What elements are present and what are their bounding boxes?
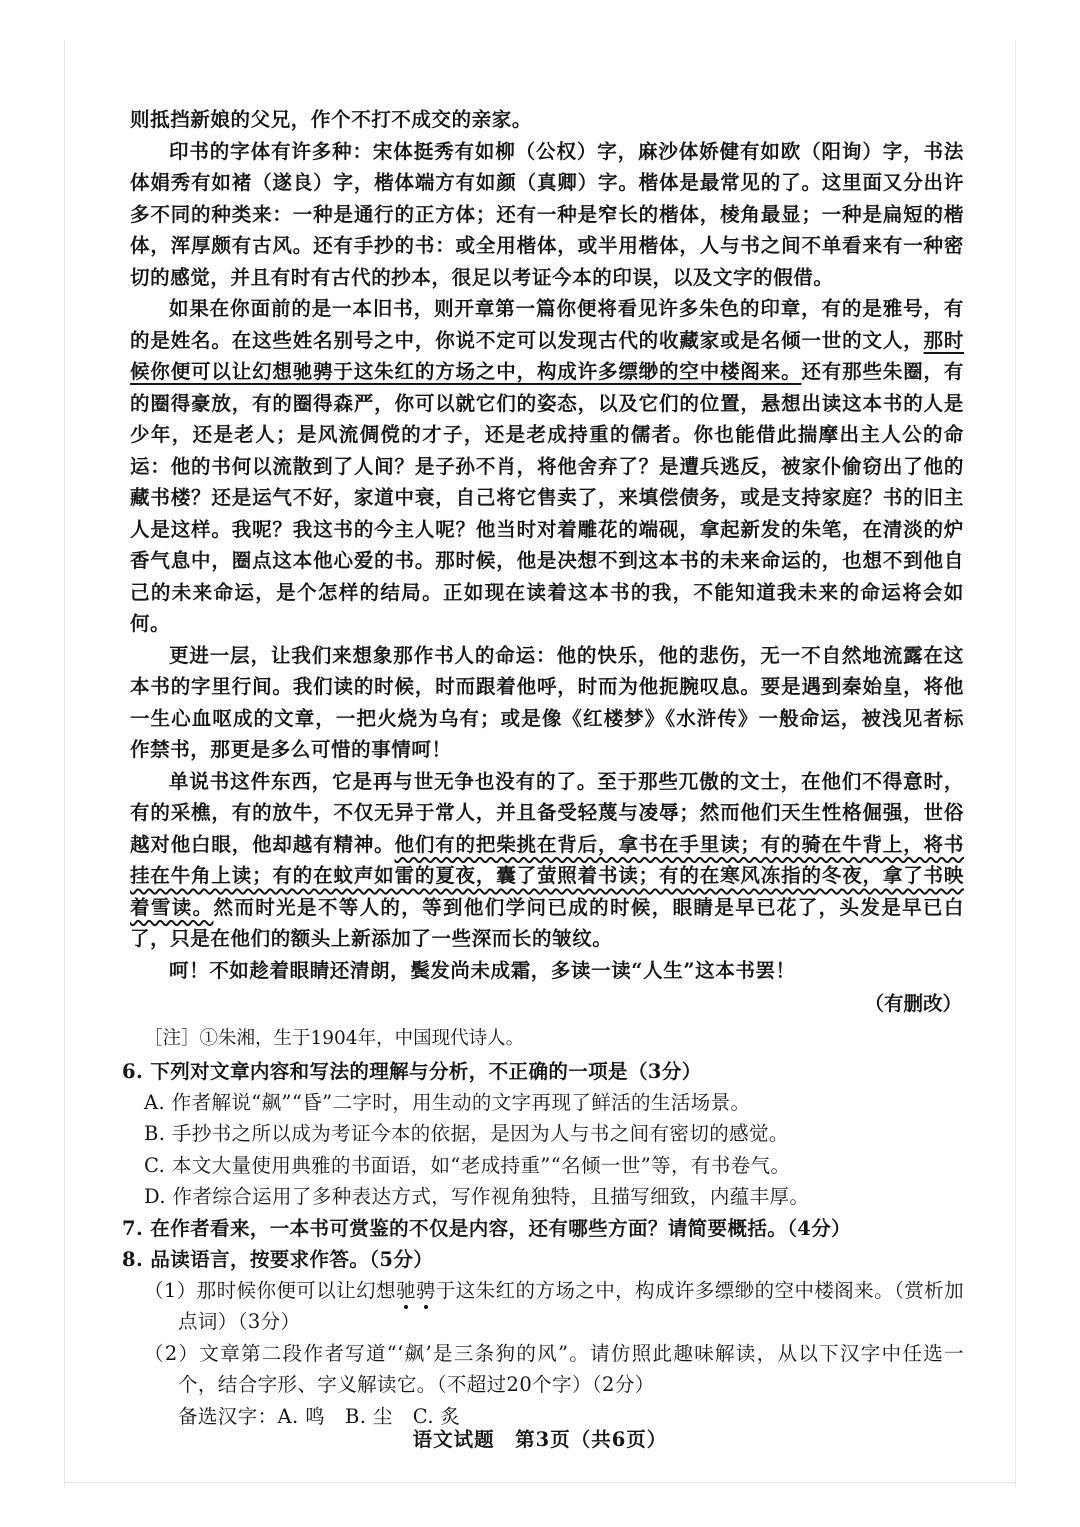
question-6: 6. 下列对文章内容和写法的理解与分析，不正确的一项是（3分） [122, 1059, 702, 1083]
passage-paragraph-3 [130, 293, 964, 640]
question-7: 7. 在作者看来，一本书可赏鉴的不仅是内容，还有哪些方面？请简要概括。（4分） [122, 1216, 852, 1240]
source-note: （有删改） [864, 992, 962, 1015]
question-8-choices: 备选汉字：A. 鸣 B. 尘 C. 炙 [178, 1404, 461, 1428]
paragraph-5-part-a: 单说书这件东西，它是再与世无争也没有的了。至于那些兀傲的文士，在他们不得意时，有的采樵，有的放牛，不仅无异于常人，并且备受轻蔑与凌辱；然而他们天生性格倔强，世俗越对他白眼，他却越有精神。 [130, 769, 964, 856]
question-6-option-a: A. 作者解说“飙”“昏”二字时，用生动的文字再现了鲜活的生活场景。 [144, 1090, 751, 1114]
scan-edge-bottom [64, 1482, 1016, 1483]
page-footer: 语文试题 第3页（共6页） [412, 1428, 668, 1451]
q8-1-prefix: （1）那时候你便可以让幻想 [144, 1278, 396, 1302]
question-6-option-b: B. 手抄书之所以成为考证今本的依据，是因为人与书之间有密切的感觉。 [144, 1122, 789, 1145]
passage-paragraph-4: 更进一层，让我们来想象那作书人的命运：他的快乐，他的悲伤，无一不自然地流露在这本书的字里行间。我们读的时候，时而跟着他呼，时而为他扼腕叹息。要是遇到秦始皇，将他一生心血呕成的文章，一把火烧为乌有；或是像《红楼梦》《水浒传》一般命运，被浅见者标作禁书，那更是多么可惜的事情呵！ [130, 643, 964, 761]
passage-paragraph-1: 则抵挡新娘的父兄，作个不打不成交的亲家。 [130, 108, 533, 131]
wavy-underlined-sentences: 他们有的把柴挑在背后，拿书在手里读；有的骑在牛背上，将书挂在牛角上读；有的在蚊声如雷的夏夜，囊了萤照着书读；有的在寒风冻指的冬夜，拿了书映着雪读。 [130, 832, 964, 919]
paragraph-5-part-b: 然而时光是不等人的，等到他们学问已成的时候，眼睛是早已花了，头发是早已白了，只是在他们的额头上新添加了一些深而长的皱纹。 [130, 895, 964, 950]
question-6-option-c: C. 本文大量使用典雅的书面语，如“老成持重”“名倾一世”等，有书卷气。 [144, 1153, 791, 1177]
paragraph-3-part-b: 还有那些朱圈，有的圈得豪放，有的圈得森严，你可以就它们的姿态，以及它们的位置，悬想出读这本书的人是少年，还是老人；是风流倜傥的才子，还是老成持重的儒者。你也能借此揣摩出主人公的命运：他的书何以流散到了人间？是子孙不肖，将他舍弃了？是遭兵逃反，被家仆偷窃出了他的藏书楼？还是运气不好，家道中衰，自己将它售卖了，来填偿债务，或是支持家庭？书的旧主人是这样。我呢？我这书的今主人呢？他当时对着雕花的端砚，拿起新发的朱笔，在清淡的炉香气息中，圈点这本他心爱的书。那时候，他是决想不到这本书的未来命运的，也想不到他自己的未来命运，是个怎样的结局。正如现在读着这本书的我，不能知道我未来的命运将会如何。 [130, 360, 964, 635]
passage-paragraph-6: 呵！不如趁着眼睛还清朗，鬓发尚未成霜，多读一读“人生”这本书罢！ [169, 958, 796, 982]
question-8-part-1 [144, 1275, 964, 1338]
scan-edge-left [64, 40, 65, 1487]
q8-1-suffix: 于这朱红的方场之中，构成许多缥缈的空中楼阁来。（赏析加点词）（3分） [178, 1278, 965, 1333]
paragraph-3-part-a: 如果在你面前的是一本旧书，则开章第一篇你便将看见许多朱色的印章，有的是雅号，有的是姓名。在这些姓名别号之中，你说不定可以发现古代的收藏家或是名倾一世的文人， [130, 297, 964, 352]
question-6-option-d: D. 作者综合运用了多种表达方式，写作视角独特，且描写细致，内蕴丰厚。 [144, 1185, 810, 1208]
dotted-word-char-1: 驰 [395, 1278, 416, 1302]
underlined-sentence: 那时候你便可以让幻想驰骋于这朱红的方场之中，构成许多缥缈的空中楼阁来。 [130, 328, 964, 383]
question-8-part-2: （2）文章第二段作者写道“‘飙’是三条狗的风”。请仿照此趣味解读，从以下汉字中任选一个，结合字形、字义解读它。（不超过20个字）（2分） [144, 1341, 964, 1396]
footnote: ［注］①朱湘，生于1904年，中国现代诗人。 [144, 1027, 525, 1049]
passage-paragraph-2: 印书的字体有许多种：宋体挺秀有如柳（公权）字，麻沙体娇健有如欧（阳询）字，书法体娟秀有如褚（遂良）字，楷体端方有如颜（真卿）字。楷体是最常见的了。这里面又分出许多不同的种类来：一种是通行的正方体；还有一种是窄长的楷体，棱角最显；一种是扁短的楷体，浑厚颇有古风。还有手抄的书：或全用楷体，或半用楷体，人与书之间不单看来有一种密切的感觉，并且有时有古代的抄本，很足以考证今本的印误，以及文字的假借。 [130, 139, 964, 289]
reading-passage [130, 104, 964, 1020]
questions-section [122, 1056, 964, 1433]
passage-paragraph-5 [130, 766, 964, 955]
question-8: 8. 品读语言，按要求作答。（5分） [122, 1247, 434, 1271]
scan-edge-right [1015, 40, 1016, 1487]
dotted-word-char-2: 骋 [415, 1278, 436, 1302]
